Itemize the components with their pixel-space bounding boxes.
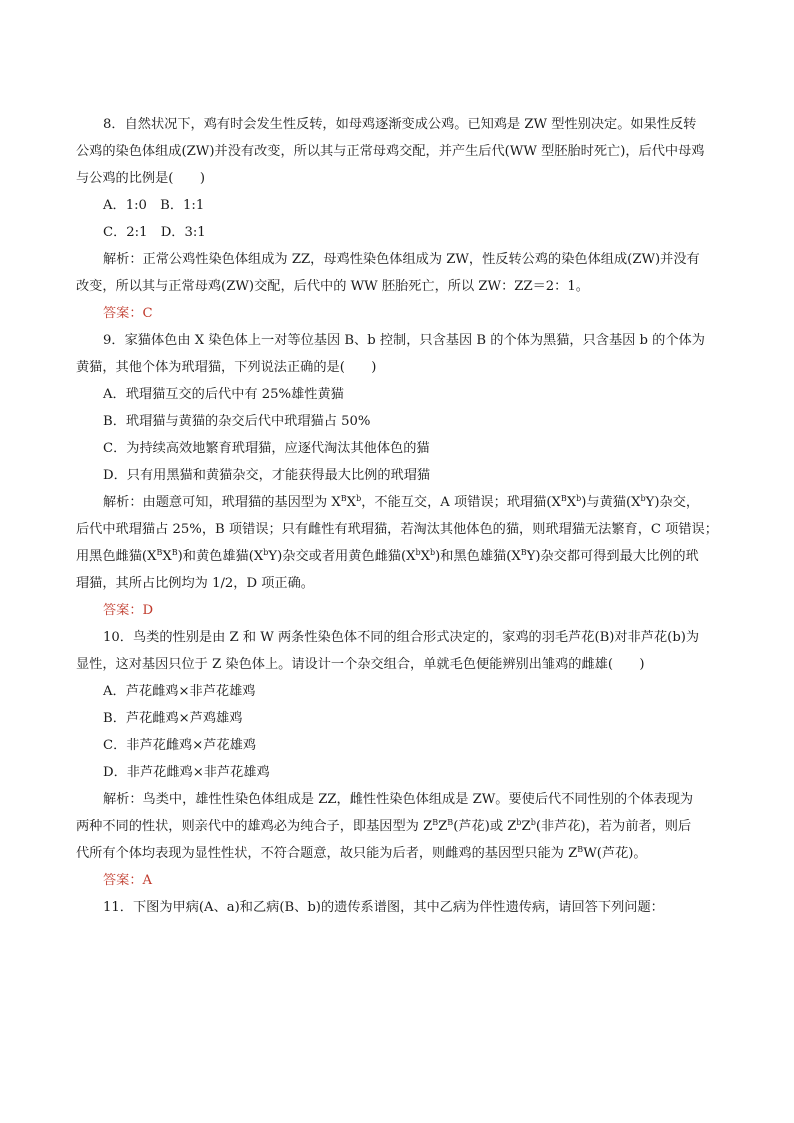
option-d: D．只有用黑猫和黄猫杂交，才能获得最大比例的玳瑁猫 (103, 468, 431, 483)
option-c: C．非芦花雌鸡×芦花雄鸡 (103, 738, 257, 753)
question-8 (76, 115, 726, 331)
analysis-line: 瑁猫，其所占比例均为 1/2，D 项正确。 (76, 576, 314, 591)
analysis-line: 用黑色雌猫$(X^BX^B)$和黄色雄猫$(X^bY)$杂交或者用黄色雌猫$(X^bX^b)$和黑色雄猫$(X^BY)$杂交都可得到最大比例的玳 (76, 548, 699, 564)
question-stem-line: 显性，这对基因只位于 Z 染色体上。请设计一个杂交组合，单就毛色便能辨别出雏鸡的雌雄( ) (76, 657, 645, 672)
question-stem-line: 黄猫，其他个体为玳瑁猫，下列说法正确的是( ) (76, 360, 377, 375)
analysis-line: 改变，所以其与正常母鸡(ZW)交配，后代中的 WW 胚胎死亡，所以 ZW：ZZ＝2：1。 (76, 279, 589, 294)
options-line: A．1:0 B．1:1 (103, 198, 205, 213)
question-stem-line: 10．鸟类的性别是由 Z 和 W 两条性染色体不同的组合形式决定的，家鸡的羽毛芦花(B)对非芦花(b)为 (103, 630, 700, 645)
option-a: A．芦花雌鸡×非芦花雄鸡 (103, 684, 256, 699)
option-d: D．非芦花雌鸡×非芦花雄鸡 (103, 765, 270, 780)
question-9 (76, 331, 726, 628)
analysis-line: 代所有个体均表现为显性性状，不符合题意，故只能为后者，则雌鸡的基因型只能为 $Z^BW$(芦花)。 (76, 845, 647, 861)
options-line: C．2:1 D．3:1 (103, 225, 206, 240)
analysis-line: 解析：由题意可知，玳瑁猫的基因型为 $X^BX^b$，不能互交，A 项错误；玳瑁猫$(X^BX^b)$与黄猫$(X^bY)$杂交， (103, 494, 700, 510)
option-a: A．玳瑁猫互交的后代中有 25%雄性黄猫 (103, 387, 344, 402)
question-stem-line: 9．家猫体色由 X 染色体上一对等位基因 B、b 控制，只含基因 B 的个体为黑猫，只含基因 b 的个体为 (103, 333, 705, 348)
question-stem-line: 11．下图为甲病(A、a)和乙病(B、b)的遗传系谱图，其中乙病为伴性遗传病，请回答下列问题： (103, 900, 664, 915)
question-10 (76, 628, 726, 898)
answer-line: 答案：C (103, 306, 153, 321)
question-11 (76, 898, 726, 925)
option-c: C．为持续高效地繁育玳瑁猫，应逐代淘汰其他体色的猫 (103, 441, 430, 456)
answer-line: 答案：D (103, 603, 154, 618)
analysis-line: 后代中玳瑁猫占 25%，B 项错误；只有雌性有玳瑁猫，若淘汰其他体色的猫，则玳瑁猫无法繁育，C 项错误； (76, 522, 718, 537)
analysis-line: 两种不同的性状，则亲代中的雄鸡必为纯合子，即基因型为 $Z^BZ^B$(芦花)或 $Z^bZ^b$(非芦花)，若为前者，则后 (76, 818, 692, 834)
question-stem-line: 公鸡的染色体组成(ZW)并没有改变，所以其与正常母鸡交配，并产生后代(WW 型胚胎时死亡)，后代中母鸡 (76, 144, 705, 159)
analysis-line: 解析：鸟类中，雄性性染色体组成是 ZZ，雌性性染色体组成是 ZW。要使后代不同性别的个体表现为 (103, 792, 694, 807)
answer-line: 答案：A (103, 873, 153, 888)
question-stem-line: 与公鸡的比例是( ) (76, 171, 205, 186)
question-stem-line: 8．自然状况下，鸡有时会发生性反转，如母鸡逐渐变成公鸡。已知鸡是 ZW 型性别决定。如果性反转 (103, 117, 697, 132)
option-b: B．芦花雌鸡×芦鸡雄鸡 (103, 711, 243, 726)
option-b: B．玳瑁猫与黄猫的杂交后代中玳瑁猫占 50% (103, 414, 371, 429)
analysis-line: 解析：正常公鸡性染色体组成为 ZZ，母鸡性染色体组成为 ZW，性反转公鸡的染色体组成(ZW)并没有 (103, 252, 700, 267)
